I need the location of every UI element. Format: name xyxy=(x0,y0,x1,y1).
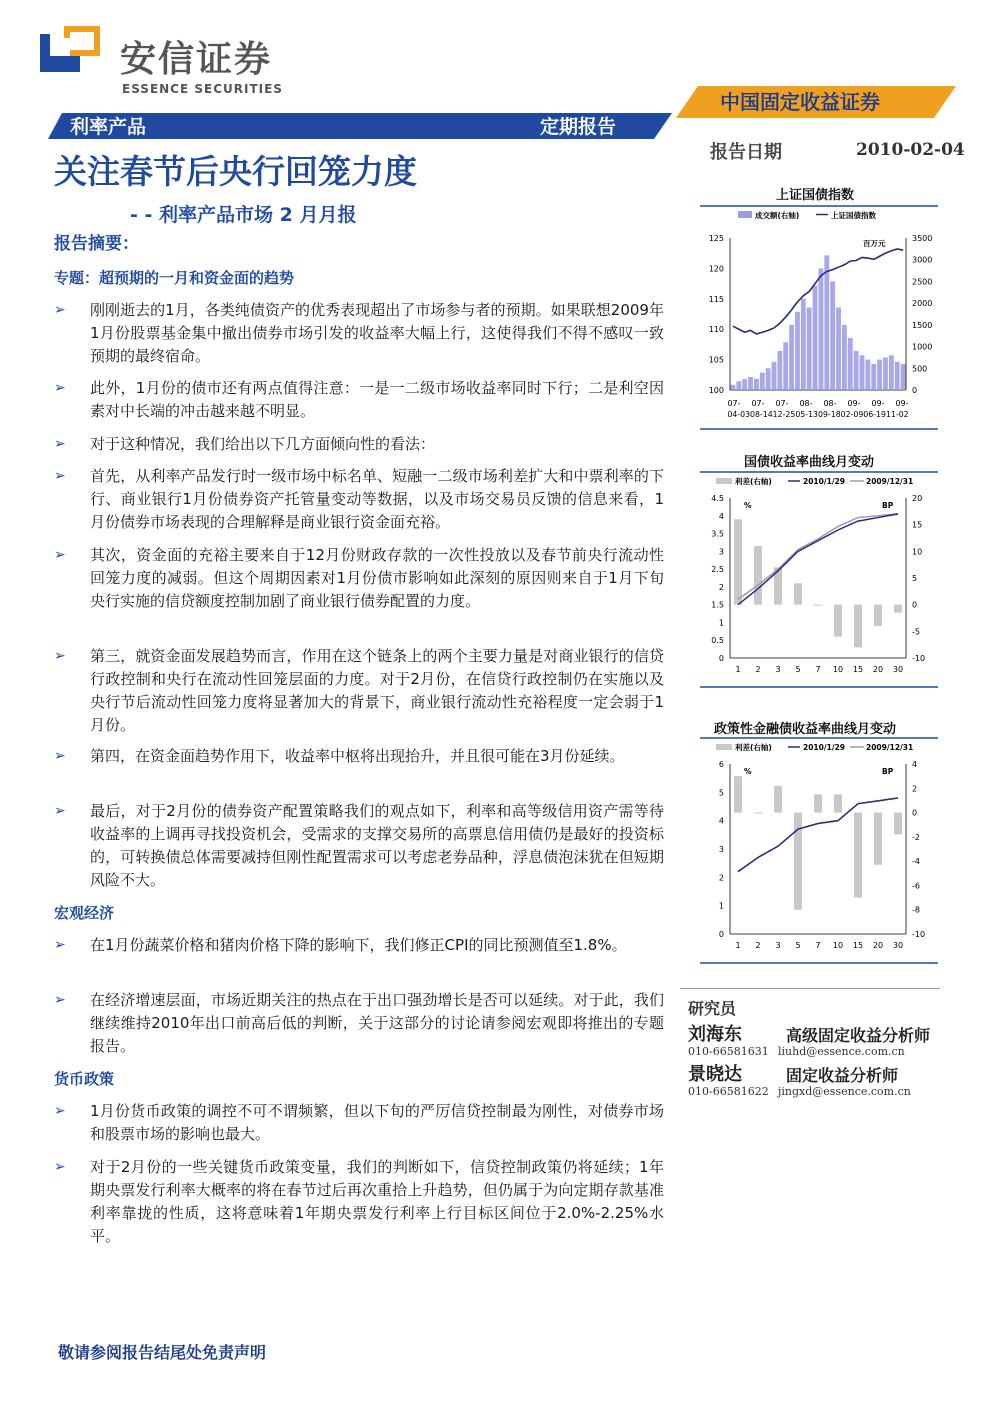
bullet-text: 刚刚逝去的1月，各类纯债资产的优秀表现超出了市场参与者的预期。如果联想2009年1月份股票基金集中撤出债券市场引发的收益率大幅上行，这使得我们不得不感叹一致预期的最终宿命。 xyxy=(90,301,664,365)
x-tick-label: 08- xyxy=(799,399,813,408)
legend-label: 2009/12/31 xyxy=(866,477,914,486)
x-tick-label: 30 xyxy=(892,665,904,674)
x-tick-label: 07- xyxy=(775,399,789,408)
left-axis-unit: % xyxy=(744,767,752,776)
bullet-marker: ➢ xyxy=(54,547,66,563)
spread-bar xyxy=(894,813,902,835)
legend-label: 成交额(右轴) xyxy=(755,211,800,220)
bullet-text: 其次，资金面的充裕主要来自于12月份财政存款的一次性投放以及春节前央行流动性回笼力度的减弱。但这个周期因素对1月份债市影响如此深刻的原因则来自于1月下旬央行实施的信贷额度控制加剧了商业银行债券配置的力度。 xyxy=(90,546,664,610)
bullet-marker: ➢ xyxy=(54,436,66,452)
analyst-phone: 010-66581631 xyxy=(688,1045,769,1058)
volume-bar xyxy=(736,381,741,390)
volume-bar xyxy=(895,362,900,390)
left-axis-unit: % xyxy=(744,501,752,510)
logo-chinese: 安信证券 xyxy=(120,39,273,80)
y-tick-label: 125 xyxy=(708,234,724,243)
y-tick-label: 105 xyxy=(708,355,724,365)
x-tick-label: 10 xyxy=(832,941,844,950)
x-tick-label: 07- xyxy=(727,399,741,408)
bullet-item xyxy=(54,544,664,613)
x-tick-label: 09- xyxy=(871,399,885,408)
volume-bar xyxy=(865,360,870,390)
spread-bar xyxy=(854,813,862,898)
bullet-marker: ➢ xyxy=(54,1159,66,1175)
bullet-item xyxy=(54,934,664,957)
bullet-item xyxy=(54,1156,664,1248)
y-tick-label: 115 xyxy=(708,294,724,304)
y-right-tick-label: -5 xyxy=(912,627,920,637)
y-tick-label: 1.5 xyxy=(711,600,724,610)
y-tick-label: 120 xyxy=(708,264,724,274)
volume-bar xyxy=(807,307,812,390)
y-right-tick-label: 2 xyxy=(912,784,918,794)
y-right-tick-label: 0 xyxy=(912,600,918,610)
volume-bar xyxy=(842,325,847,390)
bullet-item xyxy=(54,433,664,456)
y-tick-label: 110 xyxy=(708,325,724,335)
right-axis-unit: BP xyxy=(882,501,894,510)
volume-bar xyxy=(830,281,835,390)
y-right-tick-label: 1000 xyxy=(912,342,933,352)
volume-bar xyxy=(819,268,824,390)
y-right-tick-label: 20 xyxy=(912,494,923,503)
volume-bar xyxy=(754,379,759,390)
bullet-text: 1月份货币政策的调控不可不谓频繁，但以下旬的严厉信贷控制最为刚性，对债券市场和股票市场的影响也最大。 xyxy=(90,1102,664,1143)
report-type-label: 定期报告 xyxy=(540,116,617,138)
x-tick-label: 1 xyxy=(735,665,741,674)
x-tick-label: 10 xyxy=(832,665,844,674)
spread-bar xyxy=(874,813,882,865)
bullet-marker: ➢ xyxy=(54,468,66,484)
y-tick-label: 6 xyxy=(718,760,724,769)
analyst-role: 高级固定收益分析师 xyxy=(786,1026,931,1045)
x-tick-label: 2 xyxy=(755,941,761,950)
legend-label: 上证国债指数 xyxy=(831,211,876,220)
analyst-name: 刘海东 xyxy=(688,1024,742,1045)
bullet-marker: ➢ xyxy=(54,748,66,764)
bullet-text: 此外，1月份的债市还有两点值得注意：一是一二级市场收益率同时下行；二是利空因素对中长端的冲击越来越不明显。 xyxy=(90,379,664,420)
bullet-item xyxy=(54,989,664,1058)
analyst-email[interactable]: jingxd@essence.com.cn xyxy=(778,1085,911,1098)
chart1-title: 上证国债指数 xyxy=(776,188,855,203)
disclaimer-note: 敬请参阅报告结尾处免责声明 xyxy=(58,1343,267,1362)
y-right-tick-label: 1500 xyxy=(912,320,933,330)
bullet-item xyxy=(54,377,664,423)
y-tick-label: 0.5 xyxy=(711,636,724,646)
legend-label: 2010/1/29 xyxy=(803,743,846,752)
bullet-item xyxy=(54,800,664,892)
volume-bar xyxy=(836,307,841,390)
y-right-tick-label: 2000 xyxy=(912,299,933,309)
volume-bar xyxy=(848,338,853,390)
x-tick-label: 5 xyxy=(795,665,801,674)
y-tick-label: 1 xyxy=(718,618,724,628)
volume-bar xyxy=(795,312,800,390)
spread-bar xyxy=(874,605,882,626)
volume-bar xyxy=(731,385,736,390)
volume-bar xyxy=(789,325,794,390)
volume-bar xyxy=(742,379,747,390)
spread-bar xyxy=(834,605,842,637)
x-tick-label: 09- xyxy=(895,399,909,408)
volume-bar xyxy=(871,364,876,390)
y-tick-label: 3.5 xyxy=(711,529,724,539)
banner-title: 中国固定收益证券 xyxy=(720,90,880,114)
x-tick-label: 1 xyxy=(735,941,741,950)
bullet-marker: ➢ xyxy=(54,1103,66,1119)
x-tick-label: 7 xyxy=(815,941,821,950)
volume-bar xyxy=(766,368,771,390)
index-line xyxy=(733,249,903,334)
y-tick-label: 2 xyxy=(718,582,724,592)
spread-bar xyxy=(834,794,842,812)
bullet-item xyxy=(54,645,664,737)
y-tick-label: 1 xyxy=(718,901,724,911)
section-monetary-heading: 货币政策 xyxy=(54,1070,115,1088)
bullet-marker: ➢ xyxy=(54,302,66,318)
y-right-tick-label: 3000 xyxy=(912,255,933,265)
volume-bar xyxy=(889,355,894,390)
right-axis-unit: 百万元 xyxy=(863,239,886,248)
bullet-marker: ➢ xyxy=(54,992,66,1008)
spread-bar xyxy=(894,605,902,613)
spread-bar xyxy=(794,813,802,910)
spread-bar xyxy=(754,546,762,605)
volume-bar xyxy=(783,342,788,390)
volume-bar xyxy=(760,373,765,390)
y-right-tick-label: -8 xyxy=(912,905,920,915)
spread-bar xyxy=(794,583,802,604)
section-topic-heading: 专题：超预期的一月和资金面的趋势 xyxy=(54,269,295,287)
analyst-phone: 010-66581622 xyxy=(688,1085,769,1098)
x-tick-label: 2 xyxy=(755,665,761,674)
spread-bar xyxy=(754,813,762,814)
bullet-text: 首先，从利率产品发行时一级市场中标名单、短融一二级市场利差扩大和中票利率的下行、商业银行1月份债券资产托管量变动等数据，以及市场交易员反馈的信息来看，1月份债券市场表现的合理解释是商业银行资金面充裕。 xyxy=(90,467,664,531)
y-right-tick-label: 5 xyxy=(912,574,918,583)
legend-label: 2010/1/29 xyxy=(803,477,846,486)
y-tick-label: 2.5 xyxy=(711,565,724,575)
volume-bar xyxy=(854,351,859,390)
x-tick-label: 15 xyxy=(852,665,864,674)
analyst-label: 研究员 xyxy=(688,999,737,1018)
y-right-tick-label: -2 xyxy=(912,832,920,842)
bullet-marker: ➢ xyxy=(54,380,66,396)
bullet-text: 第四，在资金面趋势作用下，收益率中枢将出现抬升，并且很可能在3月份延续。 xyxy=(90,747,625,765)
legend-swatch-spread xyxy=(716,744,732,750)
spread-bar xyxy=(854,605,862,648)
chart2-title: 国债收益率曲线月变动 xyxy=(744,455,875,470)
x-tick-label: 09- xyxy=(847,399,861,408)
y-tick-label: 4.5 xyxy=(711,494,724,503)
x-tick-label: 08- xyxy=(823,399,837,408)
summary-heading: 报告摘要： xyxy=(54,234,139,254)
y-tick-label: 100 xyxy=(708,386,724,395)
y-tick-label: 3 xyxy=(718,845,724,854)
volume-bar xyxy=(813,286,818,390)
spread-bar xyxy=(814,605,822,606)
y-right-tick-label: -10 xyxy=(912,654,926,663)
y-tick-label: 0 xyxy=(718,930,724,939)
volume-bar xyxy=(824,255,829,390)
x-tick-label: 3 xyxy=(775,665,781,674)
y-right-tick-label: 0 xyxy=(912,808,918,818)
legend-label: 利差(右轴) xyxy=(735,477,772,486)
bullet-item xyxy=(54,299,664,368)
logo-mark xyxy=(40,24,104,80)
volume-bar xyxy=(877,360,882,390)
legend-label: 利差(右轴) xyxy=(735,743,772,752)
x-tick-label: 5 xyxy=(795,941,801,950)
y-tick-label: 5 xyxy=(718,788,724,798)
report-date-value: 2010-02-04 xyxy=(856,140,965,160)
report-date-label: 报告日期 xyxy=(710,142,782,163)
y-tick-label: 3 xyxy=(718,547,724,557)
bullet-marker: ➢ xyxy=(54,937,66,953)
volume-bar xyxy=(748,377,753,390)
y-right-tick-label: 15 xyxy=(912,520,923,530)
bullet-text: 对于2月份的一些关键货币政策变量，我们的判断如下，信贷控制政策仍将延续；1年期央票发行利率大概率的将在春节过后再次重拾上升趋势，但仍属于为向定期存款基准利率靠拢的性质，这将意味着1年期央票发行利率上行目标区间位于2.0%-2.25%水平。 xyxy=(90,1158,664,1245)
y-right-tick-label: 500 xyxy=(912,364,928,374)
legend-label: 2009/12/31 xyxy=(866,743,914,752)
y-right-tick-label: -4 xyxy=(912,857,920,867)
x-tick-label: 07- xyxy=(751,399,765,408)
chart-treasury-index xyxy=(700,200,940,432)
section-macro-heading: 宏观经济 xyxy=(54,904,115,922)
bullet-text: 第三，就资金面发展趋势而言，作用在这个链条上的两个主要力量是对商业银行的信贷行政控制和央行在流动性回笼层面的力度。对于2月份，在信贷行政控制仍在实施以及央行节后流动性回笼力度将显著加大的背景下，商业银行流动性充裕程度一定会弱于1月份。 xyxy=(90,647,664,734)
x-tick-label: 3 xyxy=(775,941,781,950)
spread-bar xyxy=(774,786,782,813)
y-right-tick-label: 2500 xyxy=(912,277,933,287)
spread-bar xyxy=(734,776,742,812)
chart-treasury-yield-curve xyxy=(700,468,940,690)
bullet-marker: ➢ xyxy=(54,648,66,664)
legend-swatch-volume xyxy=(738,211,752,218)
y-tick-label: 4 xyxy=(718,816,724,826)
volume-bar xyxy=(777,351,782,390)
bullet-marker: ➢ xyxy=(54,803,66,819)
spread-bar xyxy=(734,519,742,604)
category-label: 利率产品 xyxy=(70,116,147,138)
x-tick-label: 15 xyxy=(852,941,864,950)
analyst-email[interactable]: liuhd@essence.com.cn xyxy=(778,1045,905,1058)
bullet-text: 在经济增速层面，市场近期关注的热点在于出口强劲增长是否可以延续。对于此，我们继续维持2010年出口前高后低的判断，关于这部分的讨论请参阅宏观即将推出的专题报告。 xyxy=(90,991,664,1055)
y-tick-label: 0 xyxy=(718,654,724,663)
volume-bar xyxy=(883,357,888,390)
volume-bar xyxy=(901,364,906,390)
x-tick-label: 30 xyxy=(892,941,904,950)
spread-bar xyxy=(814,794,822,812)
chart-policy-bond-yield-curve xyxy=(700,734,940,966)
volume-bar xyxy=(801,299,806,390)
bullet-text: 在1月份蔬菜价格和猪肉价格下降的影响下，我们修正CPI的同比预测值至1.8%。 xyxy=(90,936,627,954)
x-tick-label: 20 xyxy=(872,665,884,674)
y-right-tick-label: 0 xyxy=(912,386,918,395)
legend-swatch-spread xyxy=(716,478,732,484)
y-right-tick-label: 10 xyxy=(912,547,923,557)
page-subtitle: - - 利率产品市场 2 月月报 xyxy=(130,204,357,226)
page-title: 关注春节后央行回笼力度 xyxy=(54,152,417,191)
analyst-divider xyxy=(680,988,940,989)
logo-english: ESSENCE SECURITIES xyxy=(122,82,283,96)
volume-bar xyxy=(860,355,865,390)
y-right-tick-label: 4 xyxy=(912,760,918,769)
bullet-item xyxy=(54,745,664,768)
analyst-name: 景晓达 xyxy=(688,1064,742,1085)
bullet-text: 对于这种情况，我们给出以下几方面倾向性的看法： xyxy=(90,435,436,453)
chart3-title: 政策性金融债收益率曲线月变动 xyxy=(714,722,897,737)
y-tick-label: 4 xyxy=(718,511,724,521)
y-right-tick-label: -10 xyxy=(912,930,926,939)
y-right-tick-label: -6 xyxy=(912,881,920,891)
x-tick-label: 7 xyxy=(815,665,821,674)
bullet-text: 最后，对于2月份的债券资产配置策略我们的观点如下，利率和高等级信用资产需等待收益率的上调再寻找投资机会，受需求的支撑交易所的高票息信用债仍是最好的投资标的，可转换债总体需要减持但刚性配置需求可以考虑老券品种，浮息债泡沫犹在但短期风险不大。 xyxy=(90,802,664,889)
x-tick-label: 20 xyxy=(872,941,884,950)
bullet-item xyxy=(54,465,664,534)
y-right-tick-label: 3500 xyxy=(912,234,933,243)
volume-bar xyxy=(772,362,777,390)
analyst-role: 固定收益分析师 xyxy=(786,1066,899,1085)
right-axis-unit: BP xyxy=(882,767,894,776)
bullet-item xyxy=(54,1100,664,1146)
x-tick-label: 04-0308-1412-2505-1309-1802-0906-1911-02 xyxy=(727,410,909,419)
y-tick-label: 2 xyxy=(718,873,724,883)
